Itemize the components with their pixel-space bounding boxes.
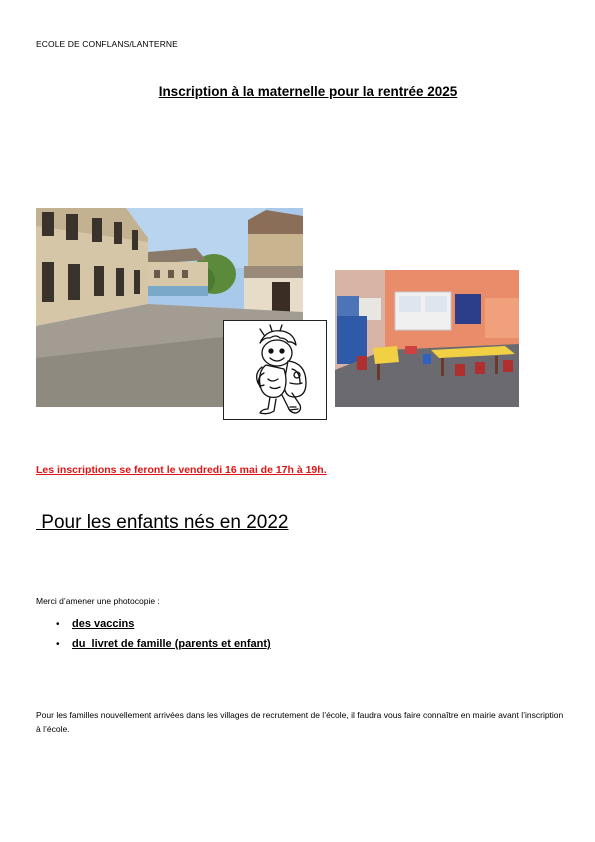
- child-with-backpack-drawing: [223, 320, 327, 420]
- required-documents-list: [56, 616, 271, 656]
- page-title: Inscription à la maternelle pour la rentrée 2025: [158, 84, 458, 99]
- new-families-note: Pour les familles nouvellement arrivées dans les villages de recrutement de l’école, il faudra vous faire connaître en mairie avant l’inscription à l’école.: [36, 710, 564, 734]
- list-item: [56, 616, 271, 636]
- document-family-booklet: du livret de famille (parents et enfant): [72, 638, 271, 650]
- registration-date-notice: Les inscriptions se feront le vendredi 16 mai de 17h à 19h.: [36, 464, 327, 476]
- document-vaccines: des vaccins: [72, 618, 135, 630]
- bring-photocopy-intro: Merci d’amener une photocopie :: [36, 596, 160, 606]
- school-name: ECOLE DE CONFLANS/LANTERNE: [36, 39, 178, 49]
- list-item: [56, 636, 271, 656]
- eligible-children-heading: Pour les enfants nés en 2022: [36, 512, 289, 533]
- bullet-icon: •: [56, 619, 60, 630]
- bullet-icon: •: [56, 639, 60, 650]
- classroom-photo: [335, 270, 519, 407]
